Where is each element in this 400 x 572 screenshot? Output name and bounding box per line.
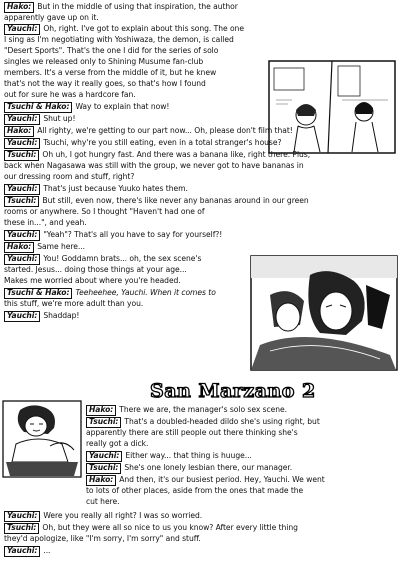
dialogue-line <box>4 161 304 172</box>
dialogue-line <box>4 2 238 13</box>
dialogue-text: back when Nagasawa was still with the group, we never got to have bananas in <box>4 161 304 170</box>
dialogue-text: Shut up! <box>43 114 76 123</box>
dialogue-text: Way to explain that now! <box>75 102 170 111</box>
dialogue-line <box>4 184 188 195</box>
dialogue-text: Shaddap! <box>43 311 80 320</box>
dialogue-text: our dressing room and stuff, right? <box>4 172 135 181</box>
dialogue-text: "Desert Sports". That's the one I did for the series of solo <box>4 46 219 55</box>
dialogue-line <box>4 218 87 229</box>
speaker-label: Yauchi: <box>4 254 40 265</box>
dialogue-text: And then, it's our busiest period. Hey, Yauchi. We went <box>119 475 325 484</box>
dialogue-text: members. It's a verse from the middle of it, but he knew <box>4 68 217 77</box>
dialogue-line <box>4 90 136 101</box>
dialogue-text: Tsuchi, why're you still eating, even in a total stranger's house? <box>43 138 282 147</box>
speaker-label: Yauchi: <box>4 184 40 195</box>
dialogue-line <box>4 534 201 545</box>
dialogue-line <box>4 546 50 557</box>
dialogue-line <box>4 150 310 161</box>
dialogue-text: that's not the way it really goes, so that's how I found <box>4 79 206 88</box>
dialogue-line <box>4 288 216 299</box>
dialogue-text: they'd apologize, like "I'm sorry, I'm sorry" and stuff. <box>4 534 201 543</box>
dialogue-line <box>86 486 303 497</box>
dialogue-line <box>4 523 298 534</box>
dialogue-line <box>4 114 75 125</box>
bottom-left-manga-panel <box>2 400 82 478</box>
dialogue-line <box>4 57 203 68</box>
manga-panel-illustration-icon <box>250 255 398 371</box>
dialogue-line <box>4 254 201 265</box>
middle-right-manga-panel <box>250 255 398 371</box>
dialogue-text: ... <box>43 546 51 555</box>
dialogue-text: I sing as I'm negotiating with Yoshiwaza, the demon, is called <box>4 35 234 44</box>
top-right-manga-panel <box>268 60 396 154</box>
speaker-label: Tsuchi: <box>4 523 39 534</box>
speaker-label: Hako: <box>4 126 34 137</box>
dialogue-line <box>4 35 234 46</box>
speaker-label: Hako: <box>86 405 116 416</box>
dialogue-line <box>4 46 218 57</box>
dialogue-text: started. Jesus... doing those things at your age... <box>4 265 187 274</box>
dialogue-text: Either way... that thing is huuge... <box>125 451 252 460</box>
dialogue-text: Makes me worried about where you're headed. <box>4 276 181 285</box>
dialogue-line <box>4 13 99 24</box>
dialogue-text: these in...", and yeah. <box>4 218 87 227</box>
speaker-label: Yauchi: <box>4 114 40 125</box>
dialogue-line <box>4 511 202 522</box>
dialogue-text: cut here. <box>86 497 120 506</box>
speaker-label: Tsuchi & Hako: <box>4 102 72 113</box>
dialogue-text: There we are, the manager's solo sex scene. <box>119 405 288 414</box>
speaker-label: Hako: <box>4 2 34 13</box>
dialogue-line <box>4 230 222 241</box>
speaker-label: Yauchi: <box>4 511 40 522</box>
section-title: San Marzano 2 <box>150 380 316 402</box>
dialogue-text: Same here... <box>37 242 85 251</box>
manga-panel-illustration-icon <box>2 400 82 478</box>
dialogue-text: singles we released only to Shining Musume fan-club <box>4 57 204 66</box>
dialogue-line <box>4 196 309 207</box>
speaker-label: Tsuchi: <box>86 417 121 428</box>
dialogue-text: Oh, right. I've got to explain about this song. The one <box>43 24 244 33</box>
dialogue-line <box>86 417 320 428</box>
dialogue-text: out for sure he was a hardcore fan. <box>4 90 136 99</box>
dialogue-text: But in the middle of using that inspiration, the author <box>37 2 238 11</box>
dialogue-text: "Yeah"? That's all you have to say for yourself?! <box>43 230 223 239</box>
dialogue-line <box>4 242 85 253</box>
dialogue-text: Oh uh, I got hungry fast. And there was a banana like, right there. Plus, <box>42 150 311 159</box>
dialogue-text: Oh, but they were all so nice to us you know? After every little thing <box>42 523 298 532</box>
manga-panel-illustration-icon <box>268 60 396 154</box>
dialogue-line <box>4 24 244 35</box>
dialogue-text: this stuff, we're more adult than you. <box>4 299 144 308</box>
speaker-label: Tsuchi: <box>4 196 39 207</box>
dialogue-text: That's a doubled-headed dildo she's using right, but <box>124 417 320 426</box>
dialogue-line <box>86 451 252 462</box>
dialogue-line <box>86 428 298 439</box>
dialogue-text: But still, even now, there's like never any bananas around in our green <box>42 196 309 205</box>
dialogue-line <box>4 79 206 90</box>
dialogue-line <box>86 439 148 450</box>
dialogue-text: You! Goddamn brats... oh, the sex scene's <box>43 254 202 263</box>
dialogue-text: That's just because Yuuko hates them. <box>43 184 188 193</box>
dialogue-line <box>4 172 134 183</box>
dialogue-line <box>4 102 169 113</box>
dialogue-line <box>4 311 79 322</box>
dialogue-line <box>4 126 293 137</box>
dialogue-text: apparently gave up on it. <box>4 13 99 22</box>
dialogue-text: rooms or anywhere. So I thought "Haven't had one of <box>4 207 205 216</box>
dialogue-line <box>4 276 181 287</box>
dialogue-line <box>4 265 187 276</box>
dialogue-line <box>4 207 204 218</box>
speaker-label: Yauchi: <box>4 24 40 35</box>
dialogue-text: really got a dick. <box>86 439 149 448</box>
speaker-label: Tsuchi: <box>4 150 39 161</box>
speaker-label: Hako: <box>4 242 34 253</box>
dialogue-text: apparently there are still people out there thinking she's <box>86 428 298 437</box>
speaker-label: Yauchi: <box>4 138 40 149</box>
dialogue-line <box>86 463 292 474</box>
dialogue-line <box>4 68 216 79</box>
speaker-label: Tsuchi: <box>86 463 121 474</box>
dialogue-text: She's one lonely lesbian there, our manager. <box>124 463 293 472</box>
speaker-label: Yauchi: <box>86 451 122 462</box>
dialogue-text: Were you really all right? I was so worried. <box>43 511 203 520</box>
speaker-label: Yauchi: <box>4 230 40 241</box>
dialogue-line <box>4 138 281 149</box>
speaker-label: Yauchi: <box>4 311 40 322</box>
speaker-label: Hako: <box>86 475 116 486</box>
dialogue-line <box>86 475 325 486</box>
dialogue-text: to lots of other places, aside from the ones that made the <box>86 486 304 495</box>
dialogue-text: All righty, we're getting to our part now... Oh, please don't film that! <box>37 126 293 135</box>
dialogue-line <box>4 299 143 310</box>
dialogue-text: Teeheehee, Yauchi. When it comes to <box>75 288 216 297</box>
speaker-label: Tsuchi & Hako: <box>4 288 72 299</box>
dialogue-line <box>86 497 119 508</box>
speaker-label: Yauchi: <box>4 546 40 557</box>
dialogue-line <box>86 405 287 416</box>
